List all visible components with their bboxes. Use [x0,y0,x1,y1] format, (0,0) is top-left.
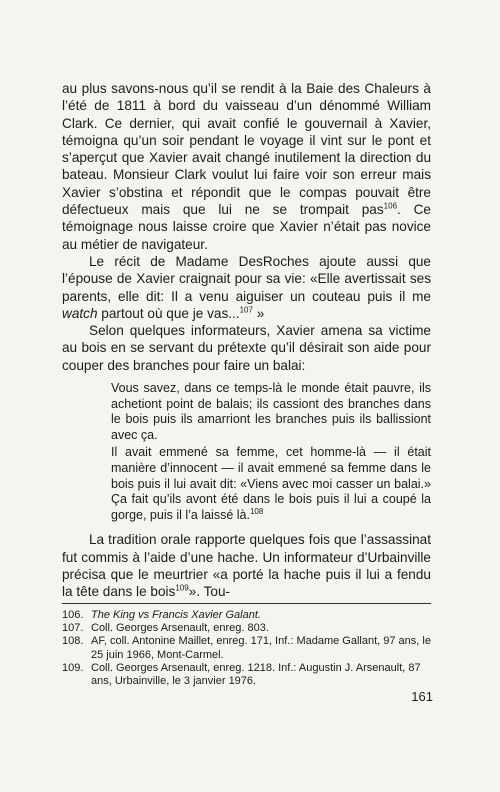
footnote-ref-109: 109 [175,583,189,593]
paragraph-4 [62,531,431,600]
paragraph-1-text-b: . Ce témoignage nous laisse croire que Xavier n’était pas novice au métier de navigateur. [62,202,431,252]
footnote-text: AF, coll. Antonine Maillet, enreg. 171, Inf.: Madame Gallant, 97 ans, le 25 juin 1966, Mont-Carmel. [91,635,431,661]
footnote-ref-107: 107 [239,305,253,315]
paragraph-4-text-a: La tradition orale rapporte quelques fois que l’assassinat fut commis à l’aide d’une hache. Un informateur d’Urbainville précisa que le meurtrier «a porté la hache puis il lui a fendu la tête dans le bois [62,532,431,600]
paragraph-3 [62,322,431,374]
footnote-text [91,609,431,622]
paragraph-3-text: Selon quelques informateurs, Xavier amena sa victime au bois en se servant du prétexte qu’il désirait son aide pour couper des branches pour faire un balai: [62,323,431,373]
paragraph-2-text-a: Le récit de Madame DesRoches ajoute aussi que l’épouse de Xavier craignait pour sa vie: «Elle avertissait ses parents, elle dit: Il a venu aiguiser un couteau puis il me [62,253,431,304]
footnote-107 [62,622,431,635]
footnote-text: Coll. Georges Arsenault, enreg. 1218. Inf.: Augustin J. Arsenault, 87 ans, Urbainville, le 3 janvier 1976. [91,661,421,688]
footnote-number: 108. [62,635,84,648]
footnote-109 [62,662,431,688]
footnote-number: 106. [62,609,84,621]
footnote-ref-106: 106 [383,201,398,211]
footnote-number: 109. [62,661,84,674]
paragraph-4-text-b: ». Tou- [188,584,231,600]
footnotes [62,603,431,688]
paragraph-2-italic: watch [62,305,98,321]
quote-paragraph-2 [111,445,431,523]
footnote-ref-108: 108 [249,506,264,516]
footnote-text: Coll. Georges Arsenault, enreg. 803. [91,622,269,635]
footnote-number: 107. [62,622,84,635]
footnote-106-text: The King vs Francis Xavier Galant. [91,609,261,621]
footnote-106 [62,609,431,622]
quote-paragraph-1: Vous savez, dans ce temps-là le monde était pauvre, ils achetiont point de balais; ils cassiont des branches dans le bois puis ils amarriont les branches puis ils ballissiont avec ça. [111,381,431,442]
main-text [62,80,431,601]
page-number: 161 [411,689,433,704]
paragraph-2-text-c: » [252,305,265,321]
quote-paragraph-2-text: Il avait emmené sa femme, cet homme-là — il était manière d’innocent — il avait emmené sa femme dans le bois puis il lui avait dit: «Viens avec moi casser un balai.» Ça fait qu’ils avont été dans le bois puis il lui a coupé la gorge, puis il l’a laissé là. [111,445,431,522]
paragraph-1 [62,80,431,253]
paragraph-1-text-a: au plus savons-nous qu’il se rendit à la Baie des Chaleurs à l’été de 1811 à bord du vaisseau d’un dénommé William Clark. Ce dernier, qui avait confié le gouvernail à Xavier, témoigna qu’un soir pendant le voyage il vint sur le pont et s’aperçut que Xavier avait changé inutilement la direction du bateau. Monsieur Clark voulut lui faire voir son erreur mais Xavier s’obstina et répondit que le compas pouvait être défectueux mais que lui ne se trompait pas [62,81,431,218]
footnote-108 [62,635,431,661]
block-quote [62,381,431,523]
paragraph-2-text-b: partout où que je vas... [97,305,240,321]
paragraph-2 [62,253,431,322]
